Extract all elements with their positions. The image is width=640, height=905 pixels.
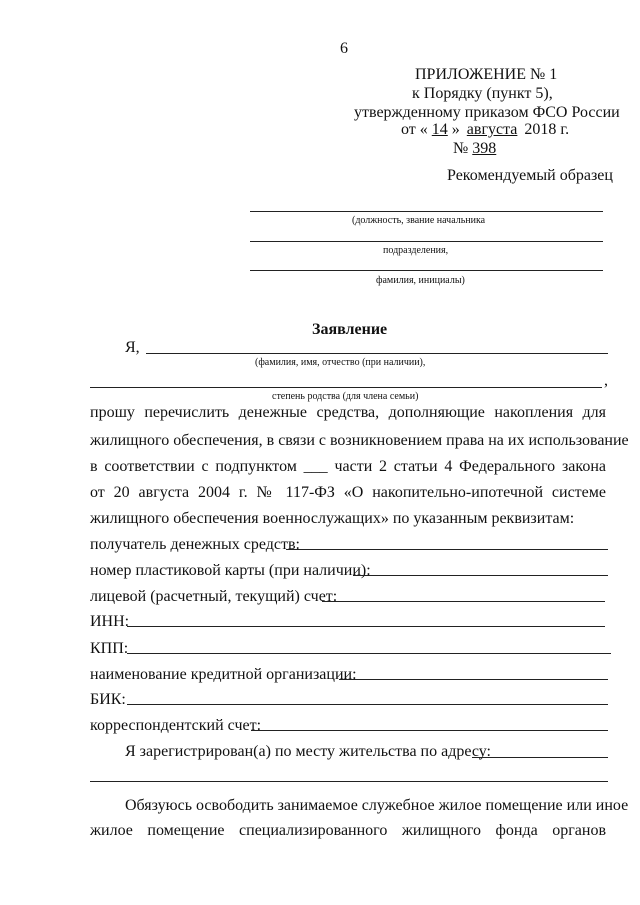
bank-name-field[interactable] (339, 679, 608, 680)
recommended-sample: Рекомендуемый образец (447, 167, 613, 184)
body-line-2: жилищного обеспечения, в связи с возникновением права на их использование (90, 432, 629, 449)
appendix-reference: к Порядку (пункт 5), (412, 85, 553, 102)
recipient-field[interactable] (286, 549, 608, 550)
recipient-label: получатель денежных средств: (90, 536, 300, 553)
addressee-line-2 (250, 241, 603, 242)
bank-name-label: наименование кредитной организации: (90, 666, 357, 683)
corr-account-label: корреспондентский счет: (90, 717, 262, 734)
applicant-relation-line (90, 387, 602, 388)
page-number: 6 (340, 40, 348, 57)
date-mid: » (451, 121, 460, 138)
bik-field[interactable] (127, 704, 608, 705)
date-year: 2018 г. (524, 121, 570, 138)
account-field[interactable] (322, 601, 605, 602)
applicant-comma: , (604, 372, 608, 389)
kpp-label: КПП: (90, 640, 129, 657)
appendix-number (453, 140, 504, 158)
registered-address-label: Я зарегистрирован(а) по месту жительства по адресу: (125, 743, 491, 760)
addressee-line-3 (250, 270, 603, 271)
registered-address-field-2[interactable] (90, 781, 608, 782)
account-label: лицевой (расчетный, текущий) счет: (90, 588, 338, 605)
applicant-prefix: Я, (125, 339, 140, 356)
card-number-label: номер пластиковой карты (при наличии): (90, 562, 371, 579)
body-line-3: в соответствии с подпунктом ___ части 2 статьи 4 Федерального закона (90, 458, 606, 475)
body-line-4: от 20 августа 2004 г. № 117-ФЗ «О накопительно-ипотечной системе (90, 484, 606, 501)
addressee-line-1 (250, 211, 603, 212)
inn-label: ИНН: (90, 613, 130, 630)
number-prefix: № (453, 140, 469, 157)
kpp-field[interactable] (127, 653, 611, 654)
appendix-title: ПРИЛОЖЕНИЕ № 1 (415, 66, 558, 83)
obligation-line-1: Обязуюсь освободить занимаемое служебное жилое помещение или иное (125, 797, 629, 814)
registered-address-field[interactable] (472, 757, 608, 758)
inn-field[interactable] (127, 626, 605, 627)
applicant-name-line (146, 353, 608, 354)
bik-label: БИК: (90, 691, 126, 708)
number-value: 398 (472, 140, 497, 157)
date-day: 14 (431, 121, 448, 138)
addressee-caption-position: (должность, звание начальника (352, 215, 486, 226)
appendix-approval: утвержденному приказом ФСО России (354, 104, 620, 121)
addressee-caption-department: подразделения, (383, 245, 449, 256)
date-month: августа (466, 121, 518, 138)
appendix-date (401, 121, 569, 139)
document-heading: Заявление (312, 321, 388, 338)
applicant-relation-caption: степень родства (для члена семьи) (272, 391, 419, 402)
addressee-caption-name: фамилия, инициалы) (376, 275, 465, 286)
date-prefix: от « (401, 121, 428, 138)
body-line-5: жилищного обеспечения военнослужащих» по указанным реквизитам: (90, 510, 575, 527)
applicant-name-caption: (фамилия, имя, отчество (при наличии), (255, 357, 426, 368)
corr-account-field[interactable] (251, 730, 608, 731)
body-line-1: прошу перечислить денежные средства, дополняющие накопления для (90, 404, 606, 421)
obligation-line-2: жилое помещение специализированного жилищного фонда органов (90, 822, 606, 839)
card-number-field[interactable] (353, 575, 608, 576)
